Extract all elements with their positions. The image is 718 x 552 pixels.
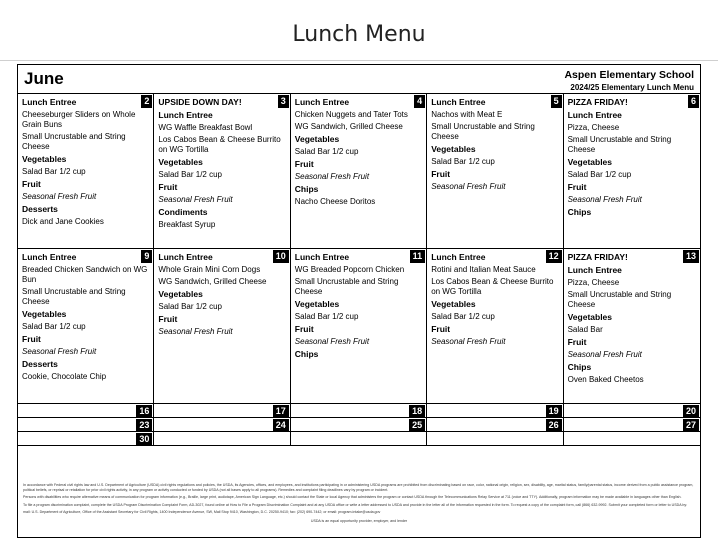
day-cell [427,404,563,418]
menu-item: Salad Bar 1/2 cup [294,312,359,321]
menu-item: Small Uncrustable and String Cheese [22,132,126,151]
menu-item: Small Uncrustable and String Cheese [431,122,535,141]
day-number: 11 [410,250,426,263]
menu-item: Whole Grain Mini Corn Dogs [158,265,261,274]
day-cell [18,432,154,446]
menu-item: Cheeseburger Sliders on Whole Grain Buns [22,110,136,129]
menu-section-heading: PIZZA FRIDAY! [567,97,628,107]
day-cell [18,94,154,249]
day-number: 24 [273,419,289,432]
menu-section-heading: Fruit [567,182,587,192]
menu-item: Small Uncrustable and String Cheese [22,287,126,306]
menu-section-heading: Fruit [431,169,451,179]
menu-section-heading: Lunch Entree [158,252,213,262]
menu-section-heading: Vegetables [431,144,476,154]
menu-item: WG Sandwich, Grilled Cheese [158,277,267,286]
day-cell [18,249,154,404]
menu-subtitle: 2024/25 Elementary Lunch Menu [570,83,694,92]
day-number: 27 [683,419,699,432]
menu-section-heading: Lunch Entree [567,110,622,120]
empty-day-cell [564,432,700,446]
menu-section-heading: Vegetables [567,157,613,167]
nondiscrimination-statement [23,483,695,527]
menu-item: Rotini and Italian Meat Sauce [431,265,536,274]
day-number: 10 [273,250,289,263]
menu-item: Cookie, Chocolate Chip [22,372,107,381]
menu-item: Pizza, Cheese [567,278,620,287]
menu-section-heading: UPSIDE DOWN DAY! [158,97,242,107]
day-cell [18,404,154,418]
school-name: Aspen Elementary School [564,69,694,81]
menu-section-heading: Desserts [22,204,58,214]
menu-section-heading: Lunch Entree [431,252,486,262]
menu-item: WG Waffle Breakfast Bowl [158,123,253,132]
day-cell [291,94,427,249]
day-number: 9 [141,250,152,263]
menu-item: Salad Bar 1/2 cup [158,170,222,179]
menu-item: Seasonal Fresh Fruit [431,337,506,346]
menu-item: Seasonal Fresh Fruit [158,327,233,336]
menu-section-heading: Vegetables [22,309,67,319]
menu-item: Small Uncrustable and String Cheese [567,135,672,154]
menu-section-heading: Fruit [567,337,587,347]
month-label: June [24,69,64,88]
day-cell [291,404,427,418]
day-cell [291,418,427,432]
day-cell [427,418,563,432]
menu-item: Seasonal Fresh Fruit [567,195,642,204]
day-cell [154,249,290,404]
menu-section-heading: Chips [567,362,592,372]
day-cell [154,94,290,249]
menu-section-heading: Desserts [22,359,58,369]
menu-section-heading: Vegetables [22,154,67,164]
menu-section-heading: Condiments [158,207,208,217]
menu-item: Salad Bar 1/2 cup [22,322,86,331]
day-number: 20 [683,405,699,418]
menu-section-heading: Lunch Entree [294,97,350,107]
day-number: 5 [551,95,562,108]
menu-item: Small Uncrustable and String Cheese [294,277,399,296]
menu-item: Salad Bar 1/2 cup [22,167,86,176]
menu-item: Salad Bar [567,325,603,334]
day-number: 12 [546,250,562,263]
day-number: 26 [546,419,562,432]
day-number: 4 [414,95,425,108]
menu-sheet [17,64,701,538]
day-cell [427,94,563,249]
menu-item: Seasonal Fresh Fruit [567,350,642,359]
menu-section-heading: Chips [294,184,319,194]
day-number: 17 [273,405,289,418]
menu-section-heading: Lunch Entree [567,265,622,275]
day-number: 18 [409,405,425,418]
equal-opportunity-line: USDA is an equal opportunity provider, employer, and lender [310,518,408,523]
menu-section-heading: Fruit [22,334,41,344]
title-divider [0,60,718,61]
day-number: 16 [136,405,152,418]
day-number: 13 [683,250,699,263]
menu-item: Los Cabos Bean & Cheese Burrito on WG Tortilla [158,135,281,154]
day-number: 3 [278,95,289,108]
menu-item: Los Cabos Bean & Cheese Burrito on WG Tortilla [431,277,554,296]
empty-day-cell [154,432,290,446]
menu-section-heading: Fruit [158,314,178,324]
menu-section-heading: PIZZA FRIDAY! [567,252,628,262]
footer-paragraph: mail: U.S. Department of Agriculture, Office of the Assistant Secretary for Civil Rights, 1400 Independence Avenue, SW, Mail Stop 9410, Washington, D.C. 20250-9410; fax: (202) 690-7442; or email: program.intake@usda.gov [23,510,381,515]
day-cell [564,94,700,249]
empty-day-cell [291,432,427,446]
menu-item: Breakfast Syrup [158,220,216,229]
menu-section-heading: Fruit [22,179,41,189]
menu-section-heading: Fruit [158,182,178,192]
day-cell [564,418,700,432]
menu-item: Nacho Cheese Doritos [294,197,376,206]
day-number: 2 [141,95,152,108]
menu-section-heading: Vegetables [567,312,613,322]
menu-section-heading: Vegetables [158,289,203,299]
menu-section-heading: Chips [567,207,592,217]
menu-item: Seasonal Fresh Fruit [22,192,97,201]
day-cell [564,404,700,418]
menu-section-heading: Vegetables [431,299,476,309]
menu-section-heading: Lunch Entree [158,110,213,120]
day-cell [18,418,154,432]
day-number: 23 [136,419,152,432]
menu-section-heading: Lunch Entree [294,252,350,262]
menu-item: Salad Bar 1/2 cup [431,312,495,321]
menu-item: Seasonal Fresh Fruit [431,182,506,191]
menu-section-heading: Vegetables [294,299,340,309]
menu-item: Oven Baked Cheetos [567,375,644,384]
menu-section-heading: Chips [294,349,319,359]
menu-section-heading: Fruit [431,324,451,334]
day-number: 25 [409,419,425,432]
menu-section-heading: Lunch Entree [22,97,77,107]
menu-section-heading: Fruit [294,159,314,169]
day-number: 19 [546,405,562,418]
page-title: Lunch Menu [292,22,426,47]
day-cell [291,249,427,404]
day-cell [427,249,563,404]
footer-paragraph: Persons with disabilities who require alternative means of communication for program information (e.g., Braille, large print, audiotape, American Sign Language, etc.) should contact the State or local Agency that administers the program or contact USDA through the Telecommunications Relay Service at 711 (voice and TTY). Additionally, program information may be made available in languages other than English. [23,495,682,500]
menu-item: Seasonal Fresh Fruit [294,337,370,346]
footer-paragraph: In accordance with Federal civil rights law and U.S. Department of Agriculture (USDA) civil rights regulations and policies, the USDA, its Agencies, offices, and employees, and institutions participating in or administering USDA programs are prohibited from discriminating based on race, color, national origin, religion, sex, disability, age, marital status, family/parental status, income derived from a public assistance program, political beliefs, or reprisal or retaliation for prior civil rights activity, in any program or activity conducted or funded by USDA (not all bases apply to all programs). Remedies and complaint filing deadlines vary by program or incident. [23,483,694,492]
day-cell [154,418,290,432]
menu-item: WG Sandwich, Grilled Cheese [294,122,403,131]
menu-item: Seasonal Fresh Fruit [22,347,97,356]
menu-item: Salad Bar 1/2 cup [294,147,359,156]
calendar-grid [18,93,700,446]
day-cell [154,404,290,418]
empty-day-cell [427,432,563,446]
menu-item: Small Uncrustable and String Cheese [567,290,672,309]
day-cell [564,249,700,404]
menu-item: Seasonal Fresh Fruit [158,195,233,204]
menu-section-heading: Lunch Entree [22,252,77,262]
footer-paragraph: To file a program discrimination complaint, complete the USDA Program Discrimination Complaint Form, AD-3027, found online at How to File a Program Discrimination Complaint and at any USDA office or write a letter addressed to USDA and provide in the letter all of the information requested in the form. To request a copy of the complaint form, call (866) 632-9992. Submit your completed form or letter to USDA by: [23,502,688,507]
menu-item: Seasonal Fresh Fruit [294,172,370,181]
menu-section-heading: Vegetables [158,157,203,167]
menu-item: Pizza, Cheese [567,123,620,132]
menu-section-heading: Lunch Entree [431,97,486,107]
menu-item: WG Breaded Popcorn Chicken [294,265,405,274]
menu-section-heading: Vegetables [294,134,340,144]
menu-item: Dick and Jane Cookies [22,217,104,226]
menu-item: Salad Bar 1/2 cup [567,170,632,179]
day-number: 6 [688,95,699,108]
menu-item: Chicken Nuggets and Tater Tots [294,110,408,119]
day-number: 30 [136,433,152,446]
menu-item: Nachos with Meat E [431,110,503,119]
menu-item: Breaded Chicken Sandwich on WG Bun [22,265,148,284]
menu-item: Salad Bar 1/2 cup [431,157,495,166]
menu-section-heading: Fruit [294,324,314,334]
menu-item: Salad Bar 1/2 cup [158,302,222,311]
